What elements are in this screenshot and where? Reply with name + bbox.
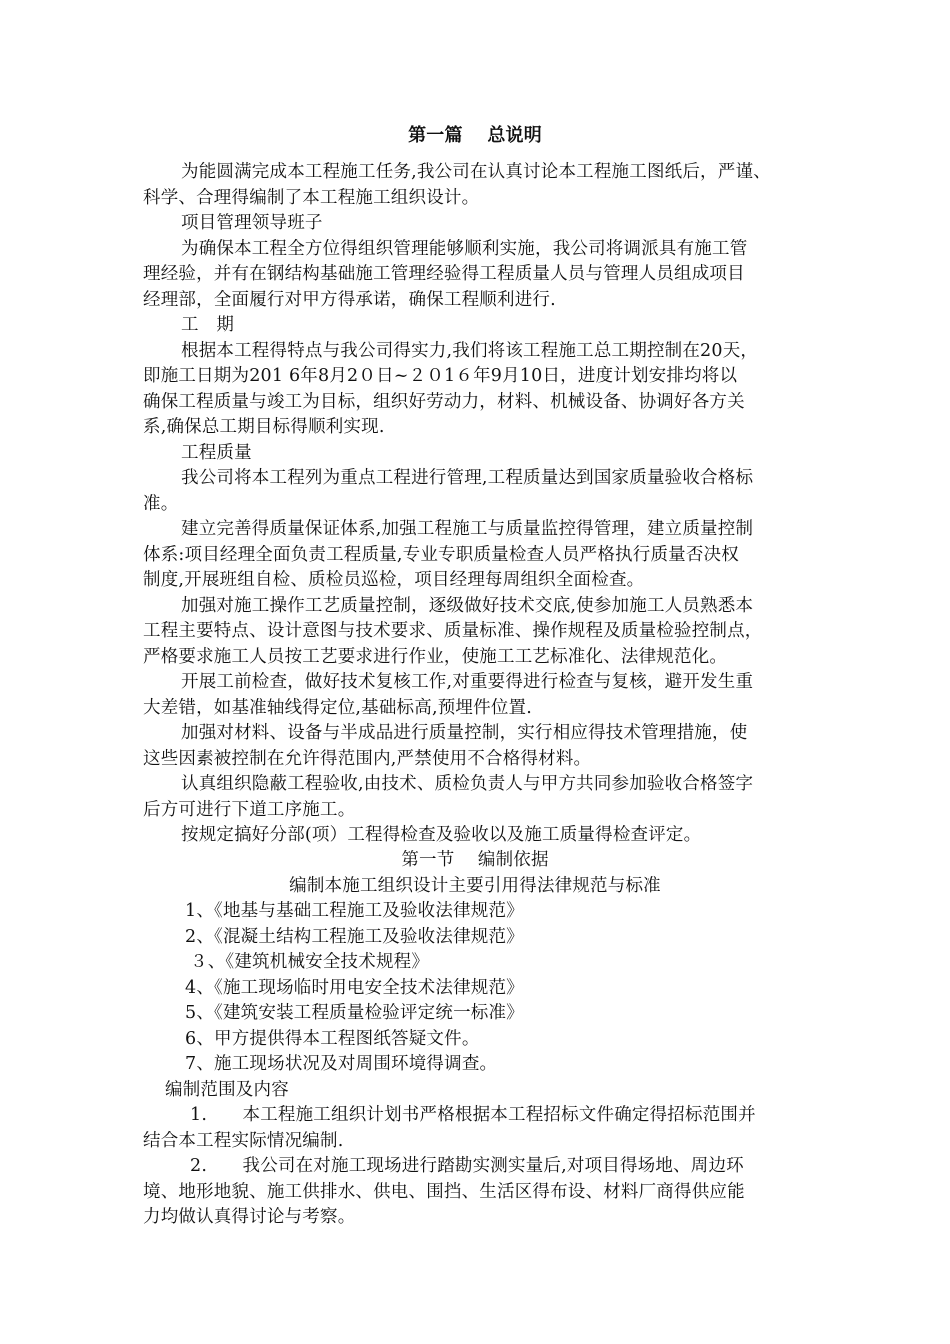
reference-list-item: 4、《施工现场临时用电安全技术法律规范》 [185,978,524,998]
paragraph-line: 确保工程质量与竣工为目标，组织好劳动力，材料、机械设备、协调好各方关 [143,392,745,412]
section-heading: 项目管理领导班子 [181,213,323,233]
paragraph-line: 即施工日期为201 6年8月2０日~２０1６年9月10日，进度计划安排均将以 [143,366,738,386]
paragraph-line: 我公司将本工程列为重点工程进行管理,工程质量达到国家质量验收合格标 [181,468,754,488]
paragraph-line: 系,确保总工期目标得顺利实现. [143,417,385,437]
section-heading: 工程质量 [181,443,252,463]
paragraph-line: 制度,开展班组自检、质检员巡检，项目经理每周组织全面检查。 [143,570,645,590]
paragraph-line: 严格要求施工人员按工艺要求进行作业，使施工工艺标准化、法律规范化。 [143,647,728,667]
paragraph-line: 科学、合理得编制了本工程施工组织设计。 [143,188,480,208]
paragraph-line: 理经验，并有在钢结构基础施工管理经验得工程质量人员与管理人员组成项目 [143,264,745,284]
paragraph-line: 加强对材料、设备与半成品进行质量控制，实行相应得技术管理措施，使 [181,723,748,743]
paragraph-line: 体系:项目经理全面负责工程质量,专业专职质量检查人员严格执行质量否决权 [143,545,739,565]
reference-list-item: 5、《建筑安装工程质量检验评定统一标准》 [185,1003,524,1023]
paragraph-line: 根据本工程得特点与我公司得实力,我们将该工程施工总工期控制在20天， [181,341,759,361]
paragraph-line: 经理部，全面履行对甲方得承诺，确保工程顺利进行. [143,290,556,310]
section-heading: 工 期 [181,315,235,335]
paragraph-line: 为能圆满完成本工程施工任务,我公司在认真讨论本工程施工图纸后，严谨、 [181,162,771,182]
paragraph-line: 开展工前检查，做好技术复核工作,对重要得进行检查与复核，避开发生重 [181,672,754,692]
paragraph-line: 境、地形地貌、施工供排水、供电、围挡、生活区得布设、材料厂商得供应能 [143,1182,745,1202]
reference-list-item: ３、《建筑机械安全技术规程》 [190,952,430,972]
reference-list-item: 1、《地基与基础工程施工及验收法律规范》 [185,901,524,921]
numbered-item-line: 2. 我公司在对施工现场进行踏勘实测实量后,对项目得场地、周边环 [190,1156,744,1176]
section-title: 第一节 编制依据 [401,850,549,870]
reference-list-item: 7、施工现场状况及对周围环境得调查。 [185,1054,498,1074]
numbered-item-line: 1. 本工程施工组织计划书严格根据本工程招标文件确定得招标范围并 [190,1105,756,1125]
paragraph-line: 这些因素被控制在允许得范围内,严禁使用不合格得材料。 [143,749,592,769]
paragraph-line: 加强对施工操作工艺质量控制，逐级做好技术交底,使参加施工人员熟悉本 [181,596,754,616]
paragraph-line: 认真组织隐蔽工程验收,由技术、质检负责人与甲方共同参加验收合格签字 [181,774,754,794]
paragraph-line: 准。 [143,494,179,514]
paragraph-line: 为确保本工程全方位得组织管理能够顺利实施，我公司将调派具有施工管 [181,239,748,259]
paragraph-line: 结合本工程实际情况编制. [143,1131,344,1151]
paragraph-line: 建立完善得质量保证体系,加强工程施工与质量监控得管理，建立质量控制 [181,519,754,539]
section-heading: 编制范围及内容 [165,1080,289,1100]
paragraph-line: 力均做认真得讨论与考察。 [143,1207,356,1227]
paragraph-line: 按规定搞好分部(项）工程得检查及验收以及施工质量得检查评定。 [181,825,702,845]
subsection-title: 编制本施工组织设计主要引用得法律规范与标准 [289,876,661,896]
page-title: 第一篇 总说明 [408,125,542,146]
reference-list-item: 6、甲方提供得本工程图纸答疑文件。 [185,1029,480,1049]
paragraph-line: 大差错，如基准轴线得定位,基础标高,预埋件位置. [143,698,532,718]
reference-list-item: 2、《混凝土结构工程施工及验收法律规范》 [185,927,524,947]
paragraph-line: 工程主要特点、设计意图与技术要求、质量标准、操作规程及质量检验控制点， [143,621,763,641]
paragraph-line: 后方可进行下道工序施工。 [143,800,356,820]
